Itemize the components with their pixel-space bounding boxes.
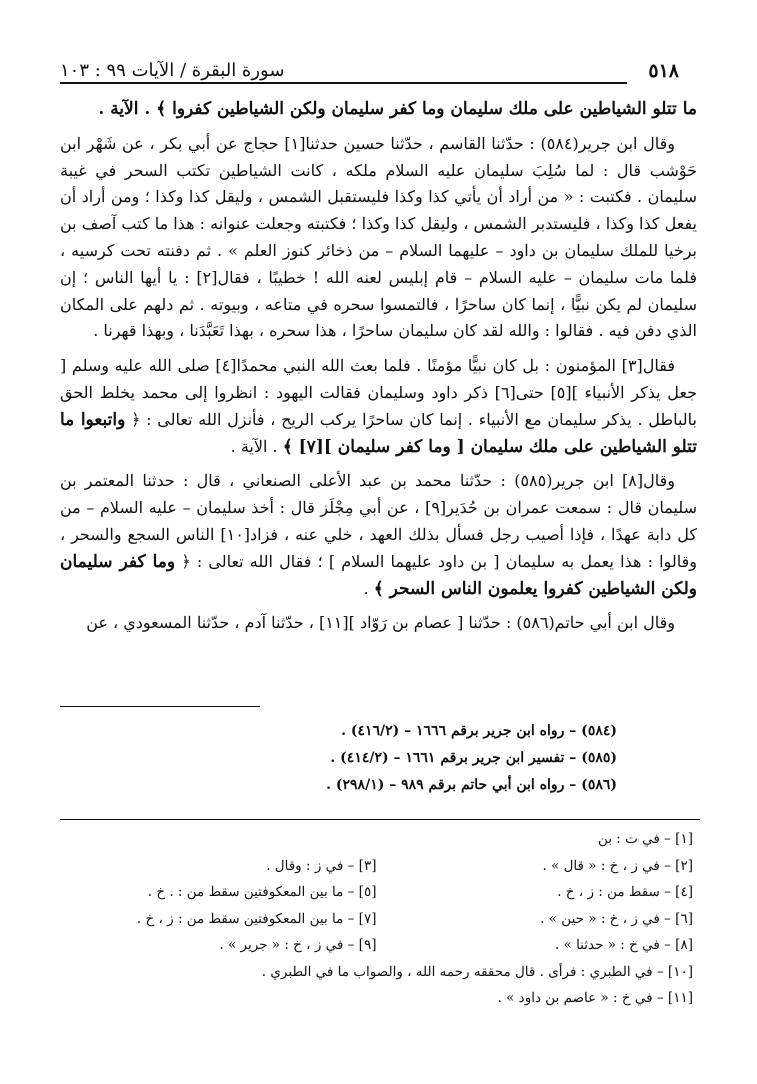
verse-quote-2: وما كفر سليمان ولكن الشياطين كفروا يعلمون الناس السحر ﴾	[60, 551, 697, 599]
footnote-4: [٤] – سقط من : ز ، خ .	[557, 884, 693, 900]
reference-584: (٥٨٤) – رواه ابن جرير برقم ١٦٦٦ – (٤١٦/٢) .	[341, 723, 617, 739]
verse-continuation: ما تتلو الشياطين على ملك سليمان وما كفر سليمان ولكن الشياطين كفروا ﴾ . الآية .	[98, 99, 697, 119]
footnote-row	[60, 853, 693, 880]
footnote-row	[60, 906, 693, 933]
page-header	[60, 58, 679, 88]
footnote-1: [١] – في ت : بن	[597, 831, 693, 847]
footnote-7: [٧] – ما بين المعكوفتين سقط من : ز ، خ .	[136, 910, 377, 927]
footnote-row	[60, 826, 693, 853]
footnote-11: [١١] – في خ : « عاصم بن داود » .	[497, 990, 693, 1006]
paragraph-believers-text: فقال[٣] المؤمنون : بل كان نبيًّا مؤمنًا . فلما بعث الله النبي محمدًا[٤] صلى الله عليه وسلم [ جعل يذكر الأنبياء ][٥] حتى[٦] ذكر داود وسليمان فقالت اليهود : انظروا إلى محمد يخلط الحق بالباطل . يذكر سليمان مع الأنبياء . إنما كان ساحرًا يركب الريح ، فأنزل الله تعالى : ﴿	[60, 356, 698, 429]
reference-586: (٥٨٦) – رواه ابن أبي حاتم برقم ٩٨٩ – (٢٩٨/١) .	[326, 777, 617, 793]
paragraph-believers	[60, 353, 697, 460]
reference-585: (٥٨٥) – تفسير ابن جرير برقم ١٦٦١ – (٤١٤/٢) .	[330, 750, 617, 766]
paragraph-585-text: وقال[٨] ابن جرير(٥٨٥) : حدّثنا محمد بن عبد الأعلى الصنعاني ، قال : حدثنا المعتمر بن سليمان قال : سمعت عمران بن حُدَير[٩] ، عن أبي مِجْلَز قال : أخذ سليمان – عليه السلام – من كل دابة عهدًا ، فإذا أصيب رجل فسأل بذلك العهد ، خلي عنه ، فزاد[١٠] الناس السجع والسحر ، وقالوا : هذا يعمل به سليمان [ بن داود عليهما السلام ] ؛ فقال الله تعالى : ﴿	[60, 471, 698, 571]
header-rule	[60, 82, 627, 84]
verse-quote-1: واتبعوا ما تتلو الشياطين على ملك سليمان [ وما كفر سليمان ][٧] ﴾	[60, 409, 697, 457]
footnote-5: [٥] – ما بين المعكوفتين سقط من : . خ .	[147, 884, 377, 900]
footnote-3: [٣] – في ز : وقال .	[266, 857, 377, 874]
footnote-2: [٢] – في ز ، خ : « قال » .	[542, 857, 693, 874]
running-title: سورة البقرة / الآيات ٩٩ : ١٠٣	[60, 60, 285, 81]
paragraph-believers-end: . الآية .	[230, 436, 283, 456]
footnote-row	[60, 932, 693, 959]
footnote-9: [٩] – في ز ، خ : « جرير » .	[219, 937, 377, 953]
footnotes	[60, 826, 693, 1012]
footnote-row	[60, 985, 693, 1012]
main-text	[60, 96, 697, 645]
footnote-10: [١٠] – في الطبري : فرأى . قال محققه رحمه الله ، والصواب ما في الطبري .	[261, 963, 693, 980]
notes-rule	[60, 819, 700, 820]
paragraph-ibn-jarir-584: وقال ابن جرير(٥٨٤) : حدّثنا القاسم ، حدّثنا حسين حدثنا[١] حجاج عن أبي بكر ، عن شَهْر ابن حَوْشب قال : لما سُلِبَ سليمان عليه السلام ملكه ، كانت الشياطين تكتب السحر في غيبة سليمان . فكتبت : « من أراد أن يأتي كذا وكذا فليستقبل الشمس ، وليقل كذا وكذا ؛ ومن أراد أن يفعل كذا وكذا ، فليستدبر الشمس ، وليقل كذا وكذا ؛ فكتبته وجعلت عنوانه : هذا ما كتب آصف بن برخيا للملك سليمان بن داود – عليهما السلام – من ذخائر كنوز العلم » . ثم دفنته تحت كرسيه ، فلما مات سليمان – عليه السلام – قام إبليس لعنه الله ! خطيبًا ، فقال[٢] : يا أيها الناس ؛ إن سليمان لم يكن نبيًّا ، إنما كان ساحرًا ، فالتمسوا سحره في متاعه ، وبيوته . ثم دلهم على المكان الذي دفن فيه . فقالوا : والله لقد كان سليمان ساحرًا ، هذا سحره ، بهذا تَعَبَّدَنا ، وبهذا قهرنا .	[60, 133, 698, 341]
paragraph-585-end: .	[363, 578, 374, 598]
footnote-8: [٨] – في خ : « حدثنا » .	[554, 937, 693, 953]
paragraph-ibn-jarir-585	[60, 468, 697, 602]
footnote-empty	[60, 826, 377, 853]
footnote-row	[60, 879, 693, 906]
page-number: ٥١٨	[648, 60, 679, 82]
footnote-6: [٦] – في ز ، خ : « حين » .	[540, 910, 693, 927]
references	[60, 718, 617, 799]
references-rule	[60, 706, 260, 707]
footnote-row	[60, 959, 693, 986]
paragraph-ibn-abi-hatim: وقال ابن أبي حاتم(٥٨٦) : حدّثنا [ عصام بن رَوّاد ][١١] ، حدّثنا آدم ، حدّثنا المسعودي ، عن	[86, 613, 675, 633]
